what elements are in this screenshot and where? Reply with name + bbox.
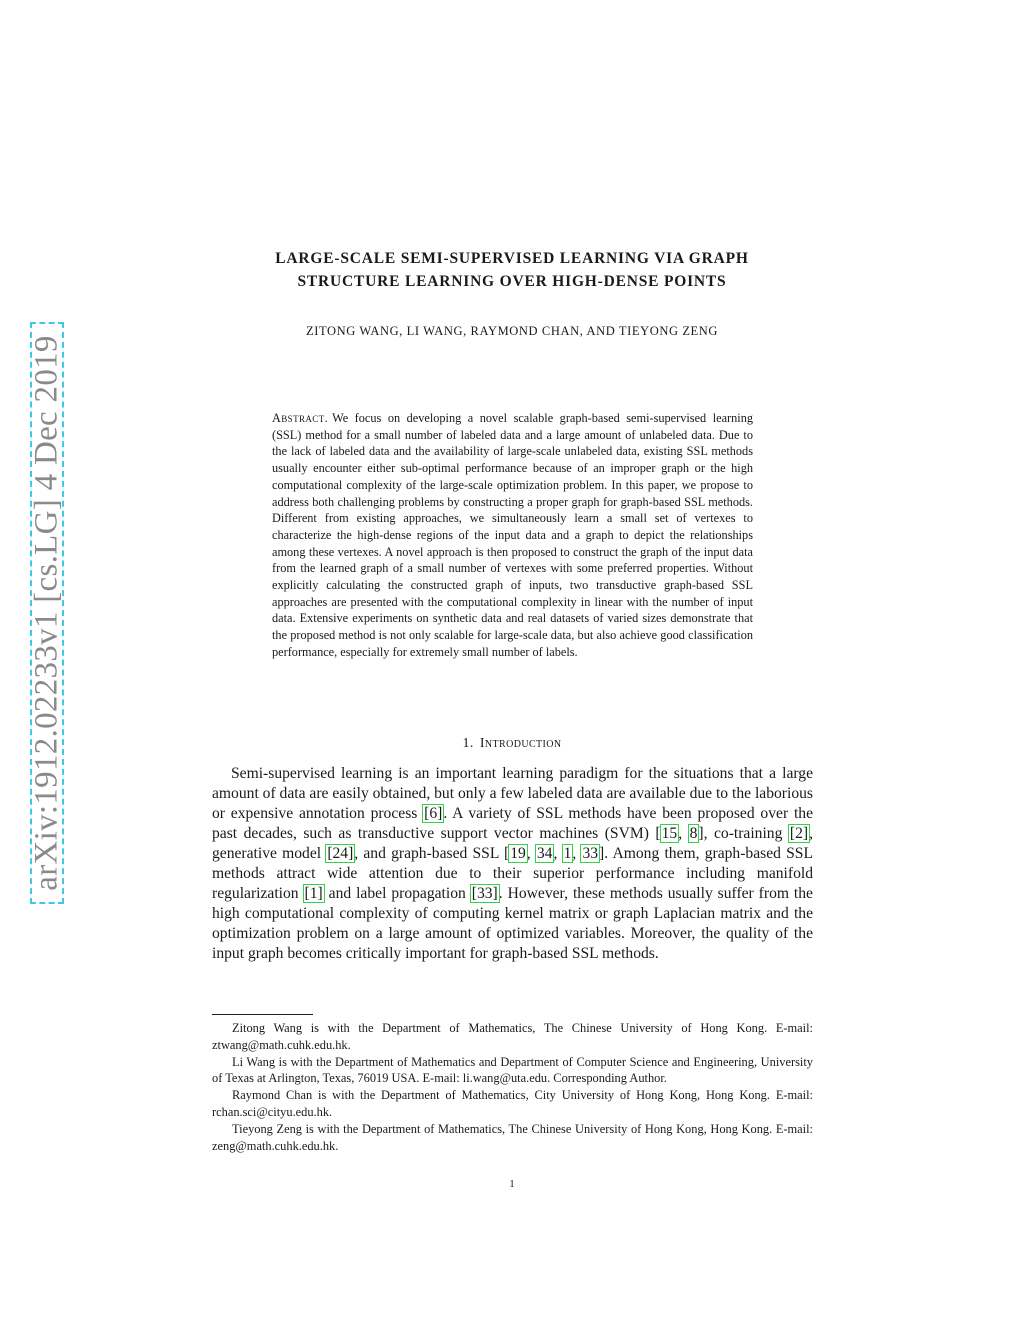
intro-text: Semi-supervised learning is an important learning paradigm for the situations that a large amount of data are easily obtained, but only a few labeled data are available due to the laborious or expensive annotation process [212,765,813,822]
citation-link[interactable]: [24] [327,845,354,862]
citation-link[interactable]: [1] [304,885,323,902]
footnote-divider [212,1014,313,1015]
footnotes [212,1020,813,1155]
intro-text: ]. Among them, graph-based SSL methods attract wide attention due to their superior performance including manifold regularization [212,845,813,902]
citation-link[interactable]: [33] [471,885,498,902]
footnote-li-wang: Li Wang is with the Department of Mathematics and Department of Computer Science and Engineering, University of Texas at Arlington, Texas, 76019 USA. E-mail: li.wang@uta.edu. Corresponding Author. [212,1054,813,1086]
citation-link[interactable]: 15 [661,825,678,842]
intro-text: , [572,845,582,862]
page-number: 1 [509,1178,515,1190]
arxiv-id-text: arXiv:1912.02233v1 [cs.LG] 4 Dec 2019 [28,335,65,891]
citation-link[interactable]: 33 [582,845,599,862]
arxiv-identifier-stamp[interactable] [30,322,64,904]
intro-text: . However, these methods usually suffer from the high computational complexity of computing kernel matrix or graph Laplacian matrix and the optimization problem on a large amount of optimized variables. Moreover, the quality of the input graph becomes critically important for graph-based SSL methods. [212,885,813,962]
intro-text: , generative model [212,825,813,862]
intro-text: , [553,845,563,862]
citation-link[interactable]: 8 [689,825,698,842]
citation-link[interactable]: 19 [510,845,526,862]
footnote-zitong-wang: Zitong Wang is with the Department of Mathematics, The Chinese University of Hong Kong. E-mail: ztwang@math.cuhk.edu.hk. [212,1021,813,1052]
citation-link[interactable]: 1 [563,845,572,862]
abstract [272,410,753,661]
abstract-label: Abstract. [272,411,329,425]
citation-link[interactable]: [2] [789,825,809,842]
footnote-raymond-chan: Raymond Chan is with the Department of Mathematics, City University of Hong Kong, Hong Kong. E-mail: rchan.sci@cityu.edu.hk. [212,1088,813,1119]
introduction-paragraph [212,764,813,964]
citation-link[interactable]: [6] [424,805,443,822]
title-line-2: STRUCTURE LEARNING OVER HIGH-DENSE POINTS [297,273,727,290]
intro-text: , and graph-based SSL [ [354,845,510,862]
abstract-text: We focus on developing a novel scalable graph-based semi-supervised learning (SSL) method for a small number of labeled data and a large amount of unlabeled data. Due to the lack of labeled data and the availability of large-scale unlabeled data, existing SSL methods usually encounter either sub-optimal performance because of an improper graph or the high computational complexity of the large-scale optimization problem. In this paper, we propose to address both challenging problems by constructing a proper graph for graph-based SSL methods. Different from existing approaches, we simultaneously learn a small set of vertexes to characterize the high-dense regions of the input data and a graph to depict the relationships among these vertexes. A novel approach is then proposed to construct the graph of the input data from the learned graph of a small number of vertexes with some preferred properties. Without explicitly calculating the constructed graph of inputs, two transductive graph-based SSL approaches are presented with the computational complexity in linear with the number of input data. Extensive experiments on synthetic data and real datasets of varied sizes demonstrate that the proposed method is not only scalable for large-scale data, but also achieve good classification performance, especially for extremely small number of labels. [272,411,753,659]
title-line-1: LARGE-SCALE SEMI-SUPERVISED LEARNING VIA GRAPH [275,250,749,267]
author-list: ZITONG WANG, LI WANG, RAYMOND CHAN, AND TIEYONG ZENG [305,324,719,338]
intro-text: , [678,825,689,842]
paper-title [212,247,812,293]
intro-text: ], co-training [698,825,789,842]
section-number: 1. [462,736,474,751]
section-heading-introduction [212,736,812,752]
footnote-tieyong-zeng: Tieyong Zeng is with the Department of Mathematics, The Chinese University of Hong Kong, Hong Kong. E-mail: zeng@math.cuhk.edu.hk. [212,1122,813,1153]
section-title: Introduction [479,736,562,751]
citation-link[interactable]: 34 [536,845,553,862]
intro-text: . A variety of SSL methods have been proposed over the past decades, such as transductive support vector machines (SVM) [ [212,805,813,842]
intro-text: and label propagation [323,885,471,902]
intro-text: , [526,845,536,862]
